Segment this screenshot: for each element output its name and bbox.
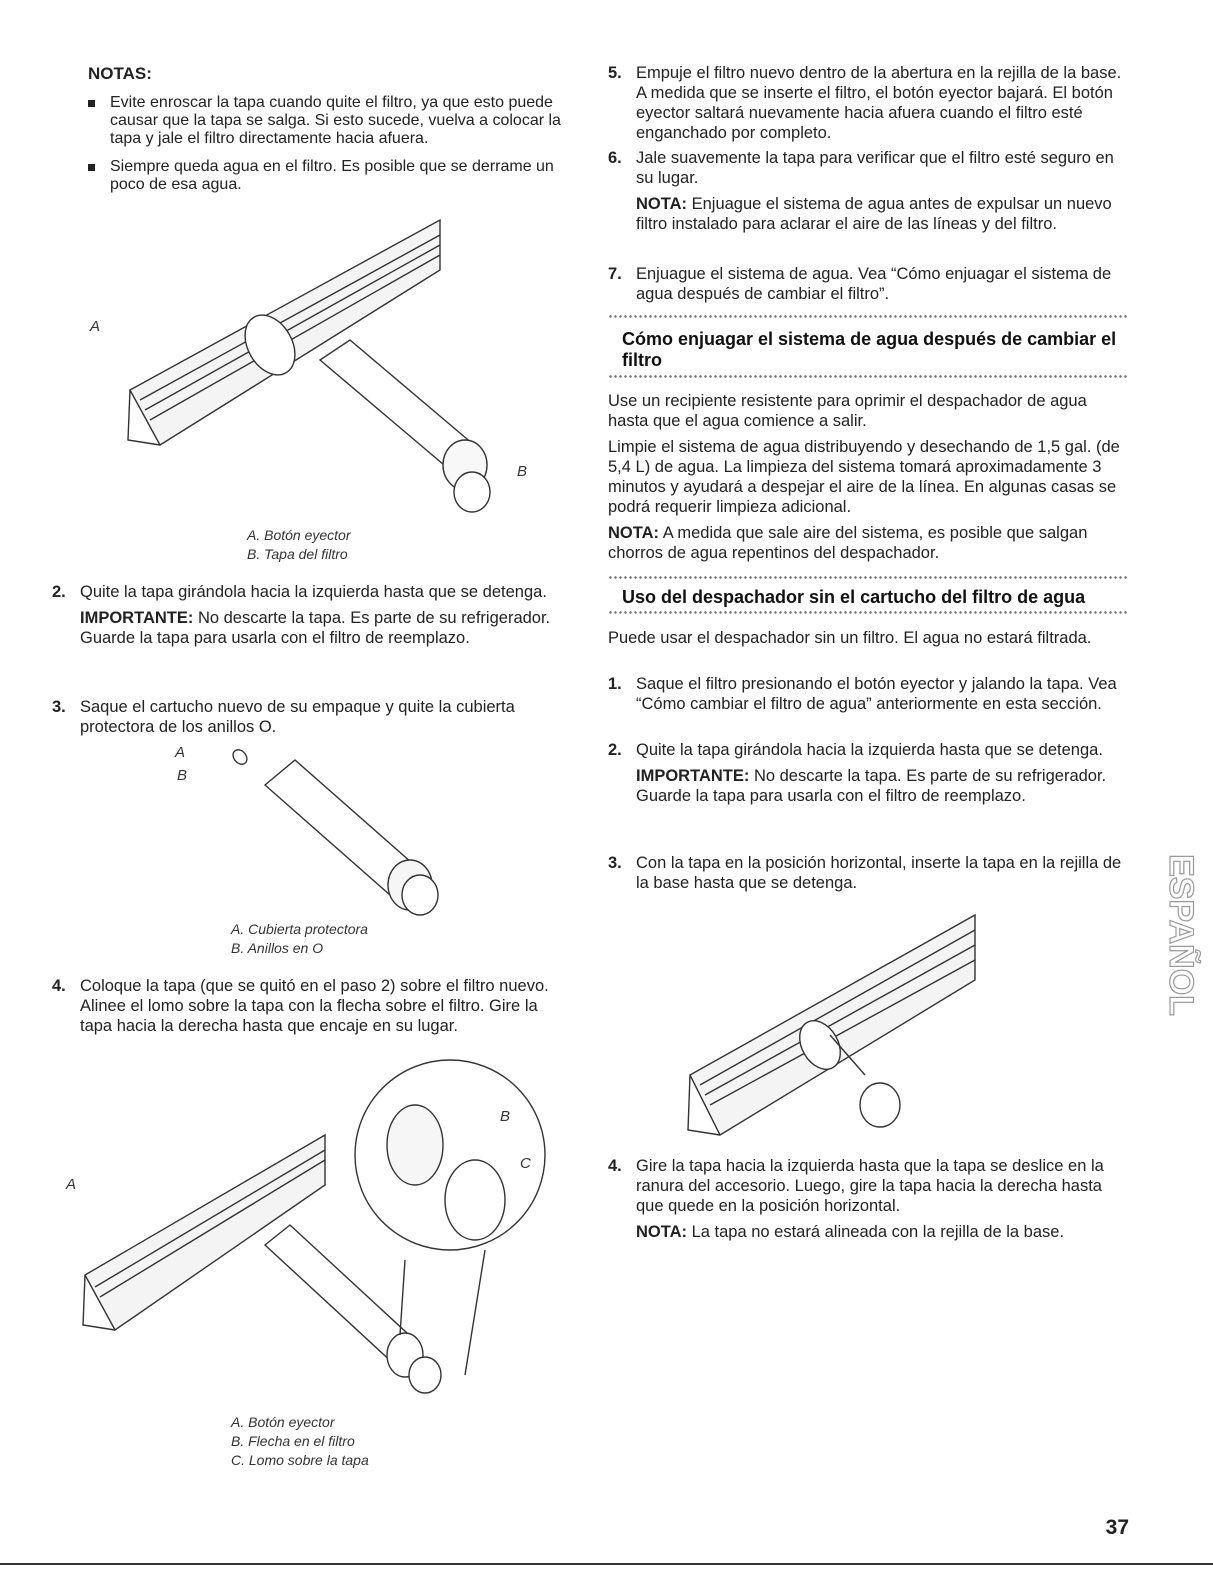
step-1: 1. Saque el filtro presionando el botón eyector y jalando la tapa. Vea “Cómo cambiar el filtro de agua” anteriormente en esta sección. — [608, 675, 1117, 713]
divider — [608, 610, 1128, 615]
step-2: 2. Quite la tapa girándola hacia la izquierda hasta que se detenga. IMPORTANTE: No descarte la tapa. Es parte de su refrigerador. Guarde la tapa para usarla con el filtro de reemplazo. — [608, 741, 1107, 805]
divider — [608, 314, 1128, 319]
step-5: 5. Empuje el filtro nuevo dentro de la abertura en la rejilla de la base. A medida que se inserte el filtro, el botón eyector bajará. El botón eyector saltará nuevamente hacia afuera cuando el filtro esté enganchado por completo. — [608, 64, 1122, 142]
section-intro: Puede usar el despachador sin un filtro. El agua no estará filtrada. — [608, 629, 1092, 647]
figure-label-a: A — [90, 318, 101, 335]
side-tab-label: ESPAÑOL — [1162, 854, 1200, 1016]
step-2: 2. Quite la tapa girándola hacia la izquierda hasta que se detenga. IMPORTANTE: No descarte la tapa. Es parte de su refrigerador. Guarde la tapa para usarla con el filtro de reemplazo. — [52, 583, 551, 647]
divider — [608, 374, 1128, 379]
figure-label-a: A — [175, 744, 186, 761]
figure-caption: A. Botón eyector B. Flecha en el filtro C. Lomo sobre la tapa — [231, 1414, 369, 1468]
bottom-rule — [0, 1563, 1213, 1565]
figure-cap-insert — [680, 905, 990, 1145]
step-4: 4. Coloque la tapa (que se quitó en el paso 2) sobre el filtro nuevo. Alinee el lomo sobre la tapa con la flecha sobre el filtro. Gire la tapa hacia la derecha hasta que encaje en su lugar. — [52, 977, 549, 1035]
step-4: 4. Gire la tapa hacia la izquierda hasta que la tapa se deslice en la ranura del accesorio. Luego, gire la tapa hacia la derecha hasta que quede en la posición horizontal. NOTA: La tapa no estará alineada con la rejilla de la base. — [608, 1157, 1104, 1241]
figure-filter-cartridge — [220, 745, 460, 915]
section-heading: Cómo enjuagar el sistema de agua después de cambiar el filtro — [622, 329, 1117, 370]
figure-caption: A. Cubierta protectora B. Anillos en O — [231, 921, 368, 956]
step-3: 3. Con la tapa en la posición horizontal, inserte la tapa en la rejilla de la base hasta que se detenga. — [608, 854, 1122, 892]
step-6: 6. Jale suavemente la tapa para verificar que el filtro esté seguro en su lugar. NOTA: Enjuague el sistema de agua antes de expulsar un nuevo filtro instalado para aclarar el aire de las líneas y del filtro. — [608, 149, 1114, 233]
language-tab — [1150, 815, 1200, 1055]
step-7: 7. Enjuague el sistema de agua. Vea “Cómo enjuagar el sistema de agua después de cambiar el filtro”. — [608, 265, 1112, 303]
page-number: 37 — [1105, 1516, 1129, 1539]
section-body: Use un recipiente resistente para oprimir el despachador de agua hasta que el agua comience a salir. Limpie el sistema de agua distribuyendo y desechando de 1,5 gal. (de 5,4 L) de agua. La limpieza del sistema tomará aproximadamente 3 minutos y ayudará a despejar el aire de la línea. En algunas casas se podrá requerir limpieza adicional. NOTA: A medida que sale aire del sistema, es posible que salgan chorros de agua repentinos del despachador. — [608, 392, 1120, 562]
figure-filter-removal — [120, 210, 570, 530]
notes-bullet: Evite enroscar la tapa cuando quite el filtro, ya que esto puede causar que la tapa se salga. Si esto sucede, vuelva a colocar la tapa y jale el filtro directamente hacia afuera. — [88, 94, 568, 148]
notes-title: NOTAS: — [88, 64, 152, 83]
figure-cap-alignment — [75, 1075, 555, 1405]
figure-caption: A. Botón eyector B. Tapa del filtro — [247, 527, 351, 562]
figure-label-b: B — [500, 1108, 511, 1125]
notes-bullet: Siempre queda agua en el filtro. Es posible que se derrame un poco de esa agua. — [88, 158, 568, 194]
figure-label-a: A — [66, 1176, 77, 1193]
figure-label-b: B — [517, 463, 528, 480]
figure-label-b: B — [177, 767, 188, 784]
step-3: 3. Saque el cartucho nuevo de su empaque y quite la cubierta protectora de los anillos O. — [52, 698, 515, 736]
figure-label-c: C — [520, 1155, 531, 1172]
bullet-icon — [88, 164, 95, 171]
bullet-icon — [88, 100, 95, 107]
divider — [608, 575, 1128, 580]
section-heading: Uso del despachador sin el cartucho del filtro de agua — [622, 587, 1086, 607]
